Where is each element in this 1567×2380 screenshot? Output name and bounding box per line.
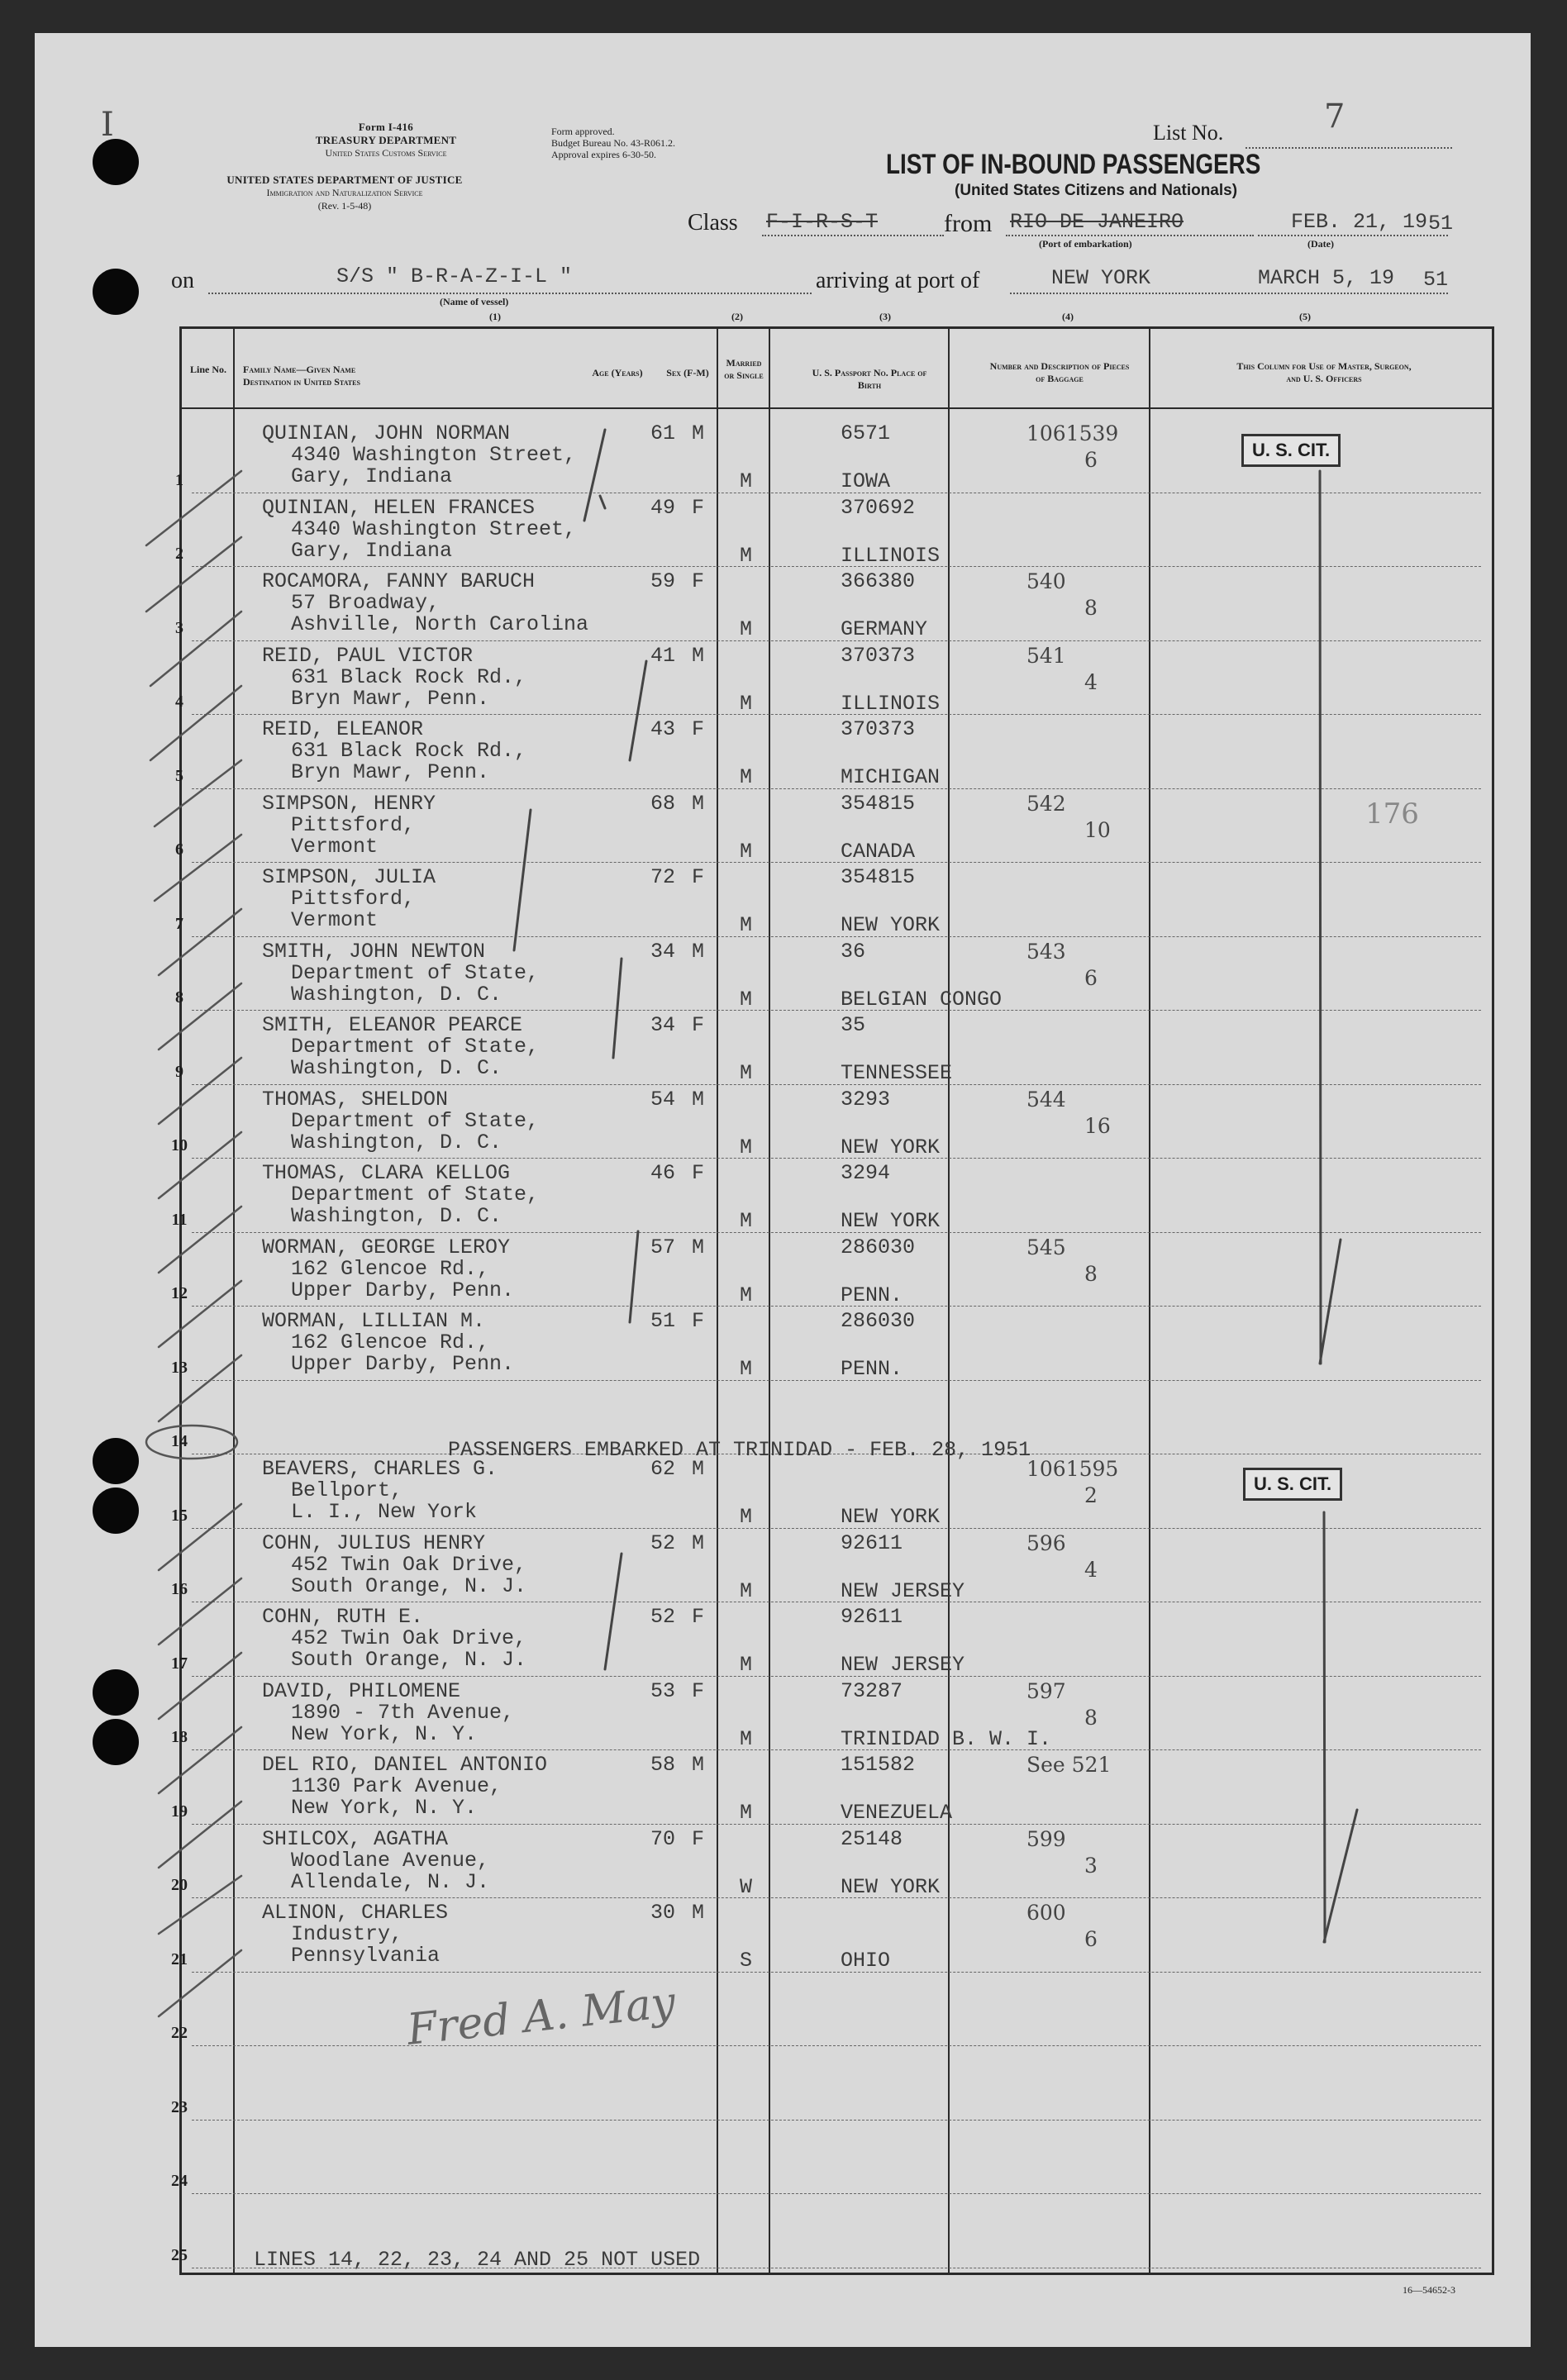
age-value: 49 — [650, 495, 676, 520]
address-line-2: South Orange, N. J. — [291, 1573, 527, 1598]
baggage-pieces: 8 — [1084, 1261, 1098, 1286]
col-number-3: (3) — [879, 311, 891, 322]
age-value: 51 — [650, 1309, 676, 1333]
marital-status: M — [740, 1653, 753, 1677]
pencil-check — [1320, 1240, 1341, 1364]
age-value: 41 — [650, 643, 676, 668]
marital-status: M — [740, 1357, 753, 1381]
date-caption: (Date) — [1307, 238, 1334, 250]
marital-status: M — [740, 1209, 753, 1233]
address-line-1: Department of State, — [291, 960, 540, 985]
baggage-pieces: 4 — [1084, 1557, 1098, 1582]
address-line-2: Allendale, N. J. — [291, 1869, 490, 1894]
from-label: from — [944, 210, 993, 237]
col-number-4: (4) — [1062, 311, 1074, 322]
address-line-2: Vermont — [291, 908, 379, 932]
passenger-name: DEL RIO, DANIEL ANTONIO — [262, 1753, 548, 1777]
passenger-name: WORMAN, GEORGE LEROY — [262, 1235, 511, 1259]
passport-number: 92611 — [841, 1530, 903, 1555]
passport-number: 354815 — [841, 791, 916, 816]
class-value: F-I-R-S-T — [766, 210, 879, 234]
address-line-2: Bryn Mawr, Penn. — [291, 760, 490, 784]
passport-number: 286030 — [841, 1309, 916, 1333]
pencil-check — [1324, 1810, 1357, 1942]
address-line-2: Upper Darby, Penn. — [291, 1278, 515, 1302]
marital-status: M — [740, 839, 753, 864]
line-number: 19 — [171, 1802, 188, 1821]
line-number: 15 — [171, 1506, 188, 1525]
passenger-name: QUINIAN, HELEN FRANCES — [262, 495, 536, 520]
col-number-5: (5) — [1299, 311, 1311, 322]
passenger-name: THOMAS, SHELDON — [262, 1087, 449, 1111]
footer-code: 16—54652-3 — [1403, 2284, 1455, 2296]
line-number: 16 — [171, 1580, 188, 1598]
sex-value: F — [692, 569, 705, 593]
passport-number: 370692 — [841, 495, 916, 520]
sex-value: F — [692, 1309, 705, 1333]
passport-number: 73287 — [841, 1678, 903, 1703]
line-number: 24 — [171, 2172, 188, 2190]
pencil-marks — [35, 33, 1531, 2347]
vessel-name: S/S " B-R-A-Z-I-L " — [336, 264, 573, 288]
address-line-1: Bellport, — [291, 1478, 403, 1502]
list-no-value: 7 — [1324, 98, 1346, 136]
place-of-birth: NEW JERSEY — [841, 1578, 965, 1603]
baggage-pieces: 6 — [1084, 965, 1098, 990]
place-of-birth: MICHIGAN — [841, 765, 941, 789]
place-of-birth: VENEZUELA — [841, 1801, 953, 1825]
address-line-1: Woodlane Avenue, — [291, 1848, 490, 1873]
col-number-1: (1) — [489, 311, 501, 322]
vessel-caption: (Name of vessel) — [440, 296, 509, 307]
baggage-number: 599 — [1026, 1826, 1066, 1851]
age-value: 30 — [650, 1901, 676, 1925]
pencil-bracket-line — [1320, 471, 1321, 1364]
sex-value: M — [692, 1901, 705, 1925]
date-value: FEB. 21, 19 — [1291, 210, 1428, 234]
place-of-birth: NEW YORK — [841, 1209, 941, 1233]
class-label: Class — [688, 210, 738, 236]
place-of-birth: ILLINOIS — [841, 543, 941, 568]
passport-number: 92611 — [841, 1605, 903, 1629]
budget-bureau: Budget Bureau No. 43-R061.2. — [551, 137, 675, 149]
address-line-2: Vermont — [291, 834, 379, 859]
passenger-name: SIMPSON, HENRY — [262, 791, 436, 816]
pencil-bracket-line — [1324, 1512, 1325, 1942]
line-number: 25 — [171, 2245, 188, 2264]
form-number: Form I-416 — [358, 121, 414, 133]
address-line-1: Pittsford, — [291, 812, 416, 837]
baggage-number: 544 — [1026, 1087, 1066, 1111]
line-number: 22 — [171, 2024, 188, 2042]
date-year: 51 — [1428, 212, 1454, 236]
header-passport: U. S. Passport No. Place of Birth — [812, 367, 927, 391]
place-of-birth: OHIO — [841, 1949, 891, 1973]
address-line-1: 57 Broadway, — [291, 591, 441, 615]
address-line-2: L. I., New York — [291, 1500, 478, 1524]
place-of-birth: ILLINOIS — [841, 691, 941, 716]
age-value: 57 — [650, 1235, 676, 1259]
baggage-number: 600 — [1026, 1901, 1066, 1925]
place-of-birth: IOWA — [841, 469, 891, 493]
sex-value: M — [692, 1530, 705, 1555]
address-line-1: 4340 Washington Street, — [291, 516, 577, 541]
address-line-1: 162 Glencoe Rd., — [291, 1330, 490, 1354]
marital-status: M — [740, 543, 753, 568]
address-line-2: Gary, Indiana — [291, 538, 453, 563]
embarked-note: PASSENGERS EMBARKED AT TRINIDAD - FEB. 28, 1951 — [448, 1438, 1031, 1462]
passenger-list-page — [35, 33, 1531, 2347]
line-number: 7 — [175, 914, 183, 933]
sex-value: M — [692, 421, 705, 445]
place-of-birth: BELGIAN CONGO — [841, 987, 1003, 1011]
marital-status: M — [740, 765, 753, 789]
age-value: 70 — [650, 1826, 676, 1851]
age-value: 62 — [650, 1457, 676, 1481]
address-line-1: 452 Twin Oak Drive, — [291, 1626, 527, 1650]
signature: Fred A. May — [404, 1978, 679, 2055]
address-line-2: Pennsylvania — [291, 1944, 441, 1968]
age-value: 68 — [650, 791, 676, 816]
passenger-name: REID, ELEANOR — [262, 717, 424, 741]
sex-value: M — [692, 1753, 705, 1777]
passenger-name: WORMAN, LILLIAN M. — [262, 1309, 486, 1333]
sex-value: F — [692, 1013, 705, 1037]
sex-value: M — [692, 939, 705, 964]
header-sex: Sex (F-M) — [666, 367, 709, 378]
marital-status: M — [740, 913, 753, 937]
address-line-1: Department of State, — [291, 1108, 540, 1133]
age-value: 61 — [650, 421, 676, 445]
sex-value: M — [692, 1457, 705, 1481]
age-value: 53 — [650, 1678, 676, 1703]
sex-value: F — [692, 1826, 705, 1851]
passenger-name: SIMPSON, JULIA — [262, 865, 436, 889]
on-label: on — [171, 268, 194, 293]
dept-treasury: TREASURY DEPARTMENT — [315, 134, 457, 146]
marital-status: M — [740, 1726, 753, 1751]
header-officers: This Column for Use of Master, Surgeon, and U. S. Officers — [1236, 360, 1412, 384]
col-number-2: (2) — [731, 311, 743, 322]
place-of-birth: TENNESSEE — [841, 1061, 953, 1085]
approval-expires: Approval expires 6-30-50. — [551, 149, 656, 160]
dept-ins: Immigration and Naturalization Service — [266, 187, 423, 198]
place-of-birth: PENN. — [841, 1357, 903, 1381]
baggage-number: 541 — [1026, 643, 1066, 668]
place-of-birth: GERMANY — [841, 617, 928, 641]
passenger-name: THOMAS, CLARA KELLOG — [262, 1161, 511, 1185]
marital-status: M — [740, 469, 753, 493]
line-number: 17 — [171, 1654, 188, 1673]
marital-status: M — [740, 1578, 753, 1603]
sex-value: F — [692, 717, 705, 741]
margin-mark: I — [101, 106, 114, 144]
marital-status: M — [740, 1283, 753, 1307]
baggage-number: 542 — [1026, 791, 1066, 816]
passenger-name: REID, PAUL VICTOR — [262, 643, 474, 668]
baggage-pieces: 4 — [1084, 669, 1098, 694]
sex-value: M — [692, 643, 705, 668]
age-value: 34 — [650, 939, 676, 964]
place-of-birth: NEW JERSEY — [841, 1653, 965, 1677]
baggage-number: See 521 — [1026, 1753, 1112, 1777]
marital-status: M — [740, 1061, 753, 1085]
passenger-name: SHILCOX, AGATHA — [262, 1826, 449, 1851]
marital-status: W — [740, 1874, 753, 1899]
line-number: 12 — [171, 1284, 188, 1302]
line-number: 11 — [171, 1210, 188, 1229]
age-value: 59 — [650, 569, 676, 593]
address-line-2: Bryn Mawr, Penn. — [291, 686, 490, 711]
baggage-number: 597 — [1026, 1678, 1066, 1703]
address-line-1: 162 Glencoe Rd., — [291, 1256, 490, 1281]
form-approved: Form approved. — [551, 126, 615, 137]
line-number: 13 — [171, 1358, 188, 1377]
line-number: 10 — [171, 1136, 188, 1154]
line-number: 21 — [171, 1949, 188, 1968]
address-line-1: 4340 Washington Street, — [291, 443, 577, 467]
baggage-number: 596 — [1026, 1530, 1066, 1555]
arrival-port: NEW YORK — [1051, 266, 1151, 290]
marital-status: M — [740, 617, 753, 641]
list-no-label: List No. — [1153, 121, 1224, 145]
passport-number: 286030 — [841, 1235, 916, 1259]
address-line-2: New York, N. Y. — [291, 1721, 478, 1746]
us-citizen-stamp: U. S. CIT. — [1241, 434, 1341, 467]
marital-status: M — [740, 1505, 753, 1529]
baggage-pieces: 8 — [1084, 1705, 1098, 1730]
line-number: 9 — [175, 1062, 183, 1081]
passport-number: 25148 — [841, 1826, 903, 1851]
passenger-name: ALINON, CHARLES — [262, 1901, 449, 1925]
address-line-2: Washington, D. C. — [291, 1056, 502, 1080]
us-citizen-stamp: U. S. CIT. — [1243, 1468, 1342, 1501]
sex-value: F — [692, 1161, 705, 1185]
from-value: RIO DE JANEIRO — [1010, 210, 1184, 234]
place-of-birth: NEW YORK — [841, 913, 941, 937]
passport-number: 370373 — [841, 643, 916, 668]
passport-number: 151582 — [841, 1753, 916, 1777]
list-title: LIST OF IN-BOUND PASSENGERS — [886, 149, 1261, 180]
passport-number: 36 — [841, 939, 866, 964]
baggage-pieces: 3 — [1084, 1853, 1098, 1878]
address-line-1: 1130 Park Avenue, — [291, 1774, 502, 1798]
address-line-1: 631 Black Rock Rd., — [291, 739, 527, 763]
line-number: 20 — [171, 1876, 188, 1894]
sex-value: F — [692, 495, 705, 520]
address-line-1: Pittsford, — [291, 887, 416, 911]
address-line-1: 1890 - 7th Avenue, — [291, 1700, 515, 1725]
passport-number: 366380 — [841, 569, 916, 593]
dept-justice: UNITED STATES DEPARTMENT OF JUSTICE — [226, 174, 463, 186]
address-line-1: Industry, — [291, 1922, 403, 1946]
place-of-birth: NEW YORK — [841, 1135, 941, 1159]
baggage-pieces: 16 — [1084, 1113, 1111, 1138]
baggage-number: 543 — [1026, 939, 1066, 964]
age-value: 72 — [650, 865, 676, 889]
baggage-pieces: 10 — [1084, 817, 1111, 842]
address-line-1: Department of State, — [291, 1183, 540, 1207]
passport-number: 35 — [841, 1013, 866, 1037]
address-line-2: Washington, D. C. — [291, 982, 502, 1007]
arriving-label: arriving at port of — [816, 268, 980, 293]
age-value: 43 — [650, 717, 676, 741]
passenger-name: SMITH, ELEANOR PEARCE — [262, 1013, 523, 1037]
sex-value: M — [692, 1087, 705, 1111]
form-revision: (Rev. 1-5-48) — [317, 200, 372, 212]
header-destination: Destination in United States — [243, 376, 360, 388]
address-line-2: Washington, D. C. — [291, 1130, 502, 1154]
baggage-pieces: 8 — [1084, 596, 1098, 620]
line-number: 8 — [175, 988, 183, 1007]
passenger-name: COHN, RUTH E. — [262, 1605, 424, 1629]
address-line-1: 452 Twin Oak Drive, — [291, 1552, 527, 1577]
age-value: 52 — [650, 1530, 676, 1555]
passenger-name: QUINIAN, JOHN NORMAN — [262, 421, 511, 445]
passenger-name: COHN, JULIUS HENRY — [262, 1530, 486, 1555]
address-line-1: 631 Black Rock Rd., — [291, 664, 527, 689]
header-line-no: Line No. — [189, 364, 226, 375]
baggage-number: 540 — [1026, 569, 1066, 593]
baggage-pieces: 2 — [1084, 1483, 1098, 1507]
address-line-2: Upper Darby, Penn. — [291, 1352, 515, 1376]
line-number: 2 — [175, 545, 183, 563]
marital-status: M — [740, 987, 753, 1011]
passport-number: 354815 — [841, 865, 916, 889]
baggage-pieces: 6 — [1084, 448, 1098, 472]
passenger-name: DAVID, PHILOMENE — [262, 1678, 461, 1703]
place-of-birth: TRINIDAD B. W. I. — [841, 1726, 1052, 1751]
address-line-2: Gary, Indiana — [291, 464, 453, 488]
header-age: Age (Years) — [592, 367, 643, 378]
place-of-birth: PENN. — [841, 1283, 903, 1307]
baggage-pieces: 6 — [1084, 1927, 1098, 1951]
passenger-name: SMITH, JOHN NEWTON — [262, 939, 486, 964]
header-name: Family Name—Given Name — [243, 364, 356, 375]
age-value: 54 — [650, 1087, 676, 1111]
list-subtitle: (United States Citizens and Nationals) — [955, 182, 1238, 199]
marital-status: M — [740, 691, 753, 716]
passenger-name: ROCAMORA, FANNY BARUCH — [262, 569, 536, 593]
baggage-number: 545 — [1026, 1235, 1066, 1259]
place-of-birth: NEW YORK — [841, 1874, 941, 1899]
marital-status: S — [740, 1949, 753, 1973]
line-number: 5 — [175, 766, 183, 785]
baggage-number: 1061539 — [1026, 421, 1119, 445]
footer-note: LINES 14, 22, 23, 24 AND 25 NOT USED — [254, 2248, 701, 2272]
passport-number: 3293 — [841, 1087, 891, 1111]
port-caption: (Port of embarkation) — [1039, 238, 1132, 250]
line-number: 1 — [175, 470, 183, 489]
passport-number: 370373 — [841, 717, 916, 741]
age-value: 58 — [650, 1753, 676, 1777]
passport-number: 3294 — [841, 1161, 891, 1185]
line-number: 3 — [175, 618, 183, 637]
address-line-2: South Orange, N. J. — [291, 1648, 527, 1672]
sex-value: F — [692, 1605, 705, 1629]
line-number: 4 — [175, 693, 183, 711]
header-married: Married or Single — [724, 357, 764, 381]
margin-number: 176 — [1365, 797, 1419, 831]
age-value: 34 — [650, 1013, 676, 1037]
sex-value: M — [692, 1235, 705, 1259]
header-baggage: Number and Description of Pieces of Baggage — [989, 360, 1130, 384]
place-of-birth: NEW YORK — [841, 1505, 941, 1529]
address-line-2: Washington, D. C. — [291, 1204, 502, 1228]
sex-value: M — [692, 791, 705, 816]
place-of-birth: CANADA — [841, 839, 916, 864]
age-value: 46 — [650, 1161, 676, 1185]
marital-status: M — [740, 1801, 753, 1825]
passport-number: 6571 — [841, 421, 891, 445]
arrival-date: MARCH 5, 19 — [1258, 266, 1395, 290]
dept-customs: United States Customs Service — [325, 147, 447, 159]
line-number: 6 — [175, 840, 183, 859]
sex-value: F — [692, 1678, 705, 1703]
marital-status: M — [740, 1135, 753, 1159]
age-value: 52 — [650, 1605, 676, 1629]
address-line-2: Ashville, North Carolina — [291, 612, 589, 636]
baggage-number: 1061595 — [1026, 1457, 1119, 1481]
address-line-2: New York, N. Y. — [291, 1796, 478, 1820]
line-number: 18 — [171, 1728, 188, 1746]
address-line-1: Department of State, — [291, 1035, 540, 1059]
passenger-name: BEAVERS, CHARLES G. — [262, 1457, 498, 1481]
line-number: 14 — [171, 1432, 188, 1450]
arrival-year: 51 — [1423, 268, 1449, 292]
sex-value: F — [692, 865, 705, 889]
line-number: 23 — [171, 2097, 188, 2116]
